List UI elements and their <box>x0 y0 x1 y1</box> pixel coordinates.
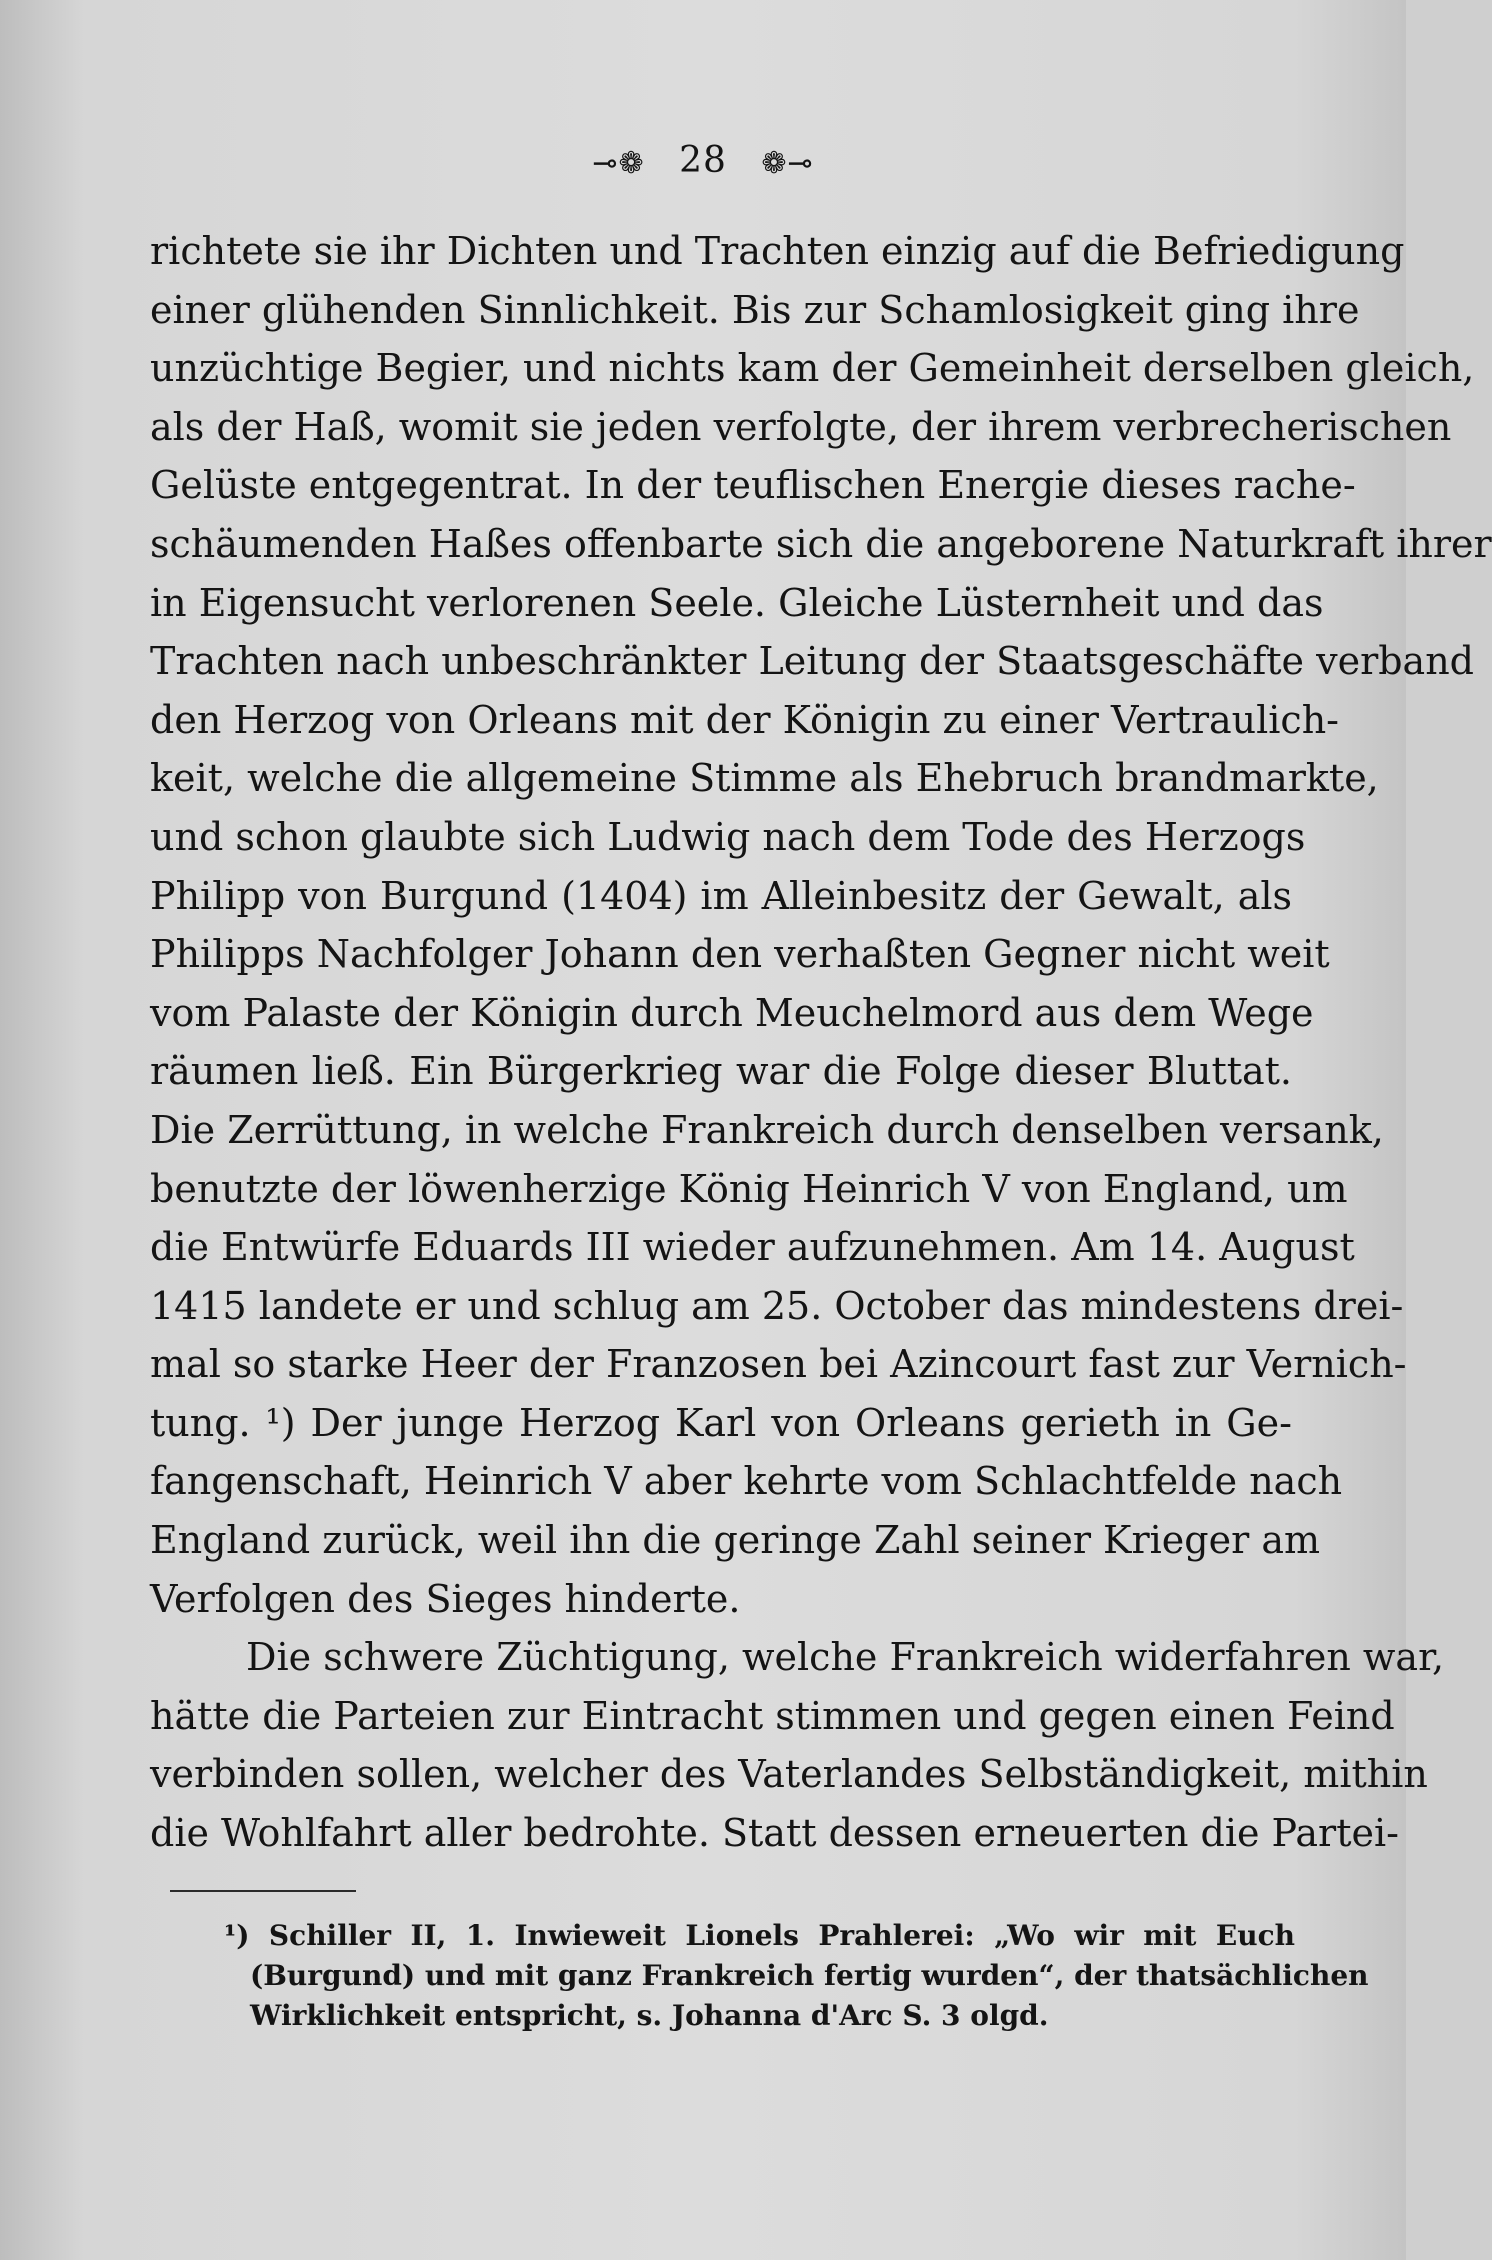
page-number: 28 <box>679 140 727 181</box>
text-line: Trachten nach unbeschränkter Leitung der Staatsgeschäfte verband <box>150 639 1475 684</box>
text-line: benutzte der löwenherzige König Heinrich V von England, um <box>150 1166 1348 1211</box>
text-line: England zurück, weil ihn die geringe Zahl seiner Krieger am <box>150 1518 1321 1563</box>
footnote <box>224 1916 1369 2036</box>
text-line: Die Zerrüttung, in welche Frankreich durch denselben versank, <box>150 1107 1384 1152</box>
text-line: hätte die Parteien zur Eintracht stimmen und gegen einen Feind <box>150 1693 1395 1738</box>
text-line: schäumenden Haßes offenbarte sich die angeborene Naturkraft ihrer <box>150 521 1492 566</box>
body-text <box>150 222 1492 1863</box>
page-header <box>0 140 1406 181</box>
text-line: verbinden sollen, welcher des Vaterlandes Selbständigkeit, mithin <box>150 1752 1428 1797</box>
text-line: die Wohlfahrt aller bedrohte. Statt dessen erneuerten die Partei- <box>150 1811 1399 1856</box>
text-line: als der Haß, womit sie jeden verfolgte, der ihrem verbrecherischen <box>150 404 1452 449</box>
text-line: richtete sie ihr Dichten und Trachten einzig auf die Befriedigung <box>150 229 1405 273</box>
paragraph-start-line: Die schwere Züchtigung, welche Frankreich widerfahren war, <box>246 1635 1445 1680</box>
text-line: Gelüste entgegentrat. In der teuflischen Energie dieses rache- <box>150 463 1356 508</box>
text-line: räumen ließ. Ein Bürgerkrieg war die Folge dieser Bluttat. <box>150 1049 1292 1094</box>
footnote-line: ¹) Schiller II, 1. Inwieweit Lionels Prahlerei: „Wo wir mit Euch <box>224 1919 1295 1952</box>
text-line: fangenschaft, Heinrich V aber kehrte vom Schlachtfelde nach <box>150 1459 1343 1504</box>
text-line: Philipp von Burgund (1404) im Alleinbesitz der Gewalt, als <box>150 873 1292 918</box>
text-line: die Entwürfe Eduards III wieder aufzunehmen. Am 14. August <box>150 1225 1355 1270</box>
text-line: einer glühenden Sinnlichkeit. Bis zur Schamlosigkeit ging ihre <box>150 287 1360 332</box>
text-line: den Herzog von Orleans mit der Königin zu einer Vertraulich- <box>150 697 1340 742</box>
text-line: und schon glaubte sich Ludwig nach dem Tode des Herzogs <box>150 814 1306 859</box>
text-line: keit, welche die allgemeine Stimme als Ehebruch brandmarkte, <box>150 756 1379 801</box>
footnote-divider <box>170 1890 356 1892</box>
left-ornament-icon: ⊸❁ <box>592 145 645 181</box>
paragraph-end-line: Verfolgen des Sieges hinderte. <box>150 1576 741 1621</box>
text-line: mal so starke Heer der Franzosen bei Azincourt fast zur Vernich- <box>150 1342 1407 1387</box>
text-line: Philipps Nachfolger Johann den verhaßten Gegner nicht weit <box>150 932 1330 977</box>
text-line: in Eigensucht verlorenen Seele. Gleiche Lüsternheit und das <box>150 580 1324 625</box>
text-line: 1415 landete er und schlug am 25. October das mindestens drei- <box>150 1283 1404 1328</box>
footnote-line: Wirklichkeit entspricht, s. Johanna d'Arc S. 3 olgd. <box>250 1999 1049 2032</box>
footnote-line: (Burgund) und mit ganz Frankreich fertig wurden“, der thatsächlichen <box>250 1959 1369 1992</box>
text-line: unzüchtige Begier, und nichts kam der Gemeinheit derselben gleich, <box>150 346 1475 391</box>
right-ornament-icon: ❁⊸ <box>761 145 814 181</box>
text-line: tung. ¹) Der junge Herzog Karl von Orleans gerieth in Ge- <box>150 1400 1292 1445</box>
text-line: vom Palaste der Königin durch Meuchelmord aus dem Wege <box>150 990 1314 1035</box>
